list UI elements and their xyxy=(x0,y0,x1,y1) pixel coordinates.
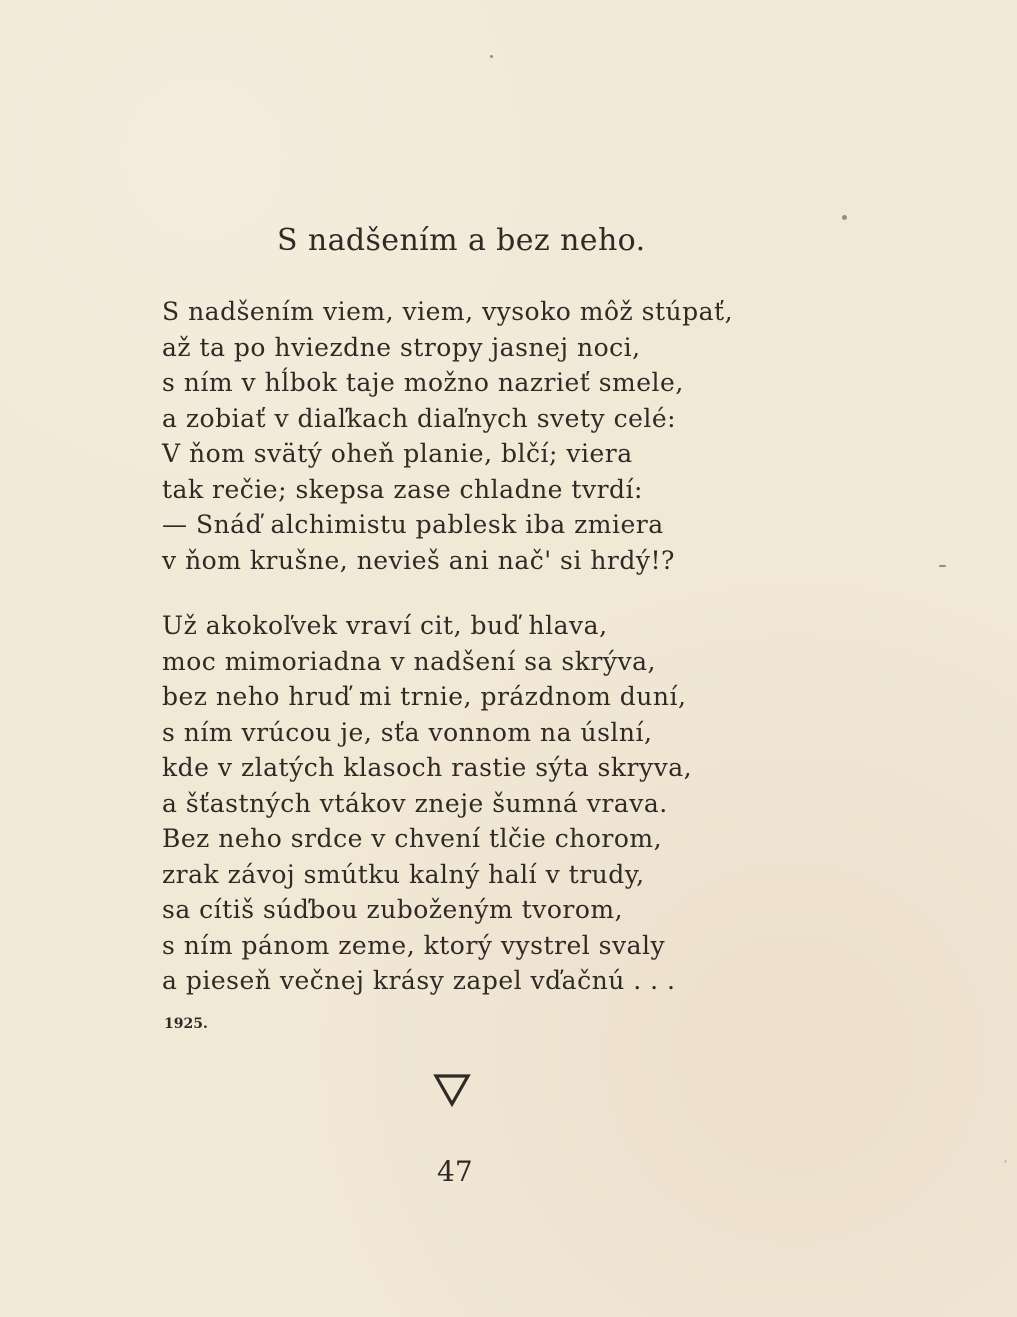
poem-line: a šťastných vtákov zneje šumná vrava. xyxy=(162,788,668,818)
paper-speck xyxy=(939,565,946,567)
poem-line: zrak závoj smútku kalný halí v trudy, xyxy=(162,859,645,889)
poem-line: v ňom krušne, nevieš ani nač' si hrdý!? xyxy=(162,545,675,575)
poem-line: a zobiať v diaľkach diaľnych svety celé: xyxy=(162,403,677,433)
poem-line: — Snáď alchimistu pablesk iba zmiera xyxy=(162,510,664,539)
poem-line: V ňom svätý oheň planie, blčí; viera xyxy=(162,439,633,468)
poem-line: s ním v hĺbok taje možno nazrieť smele, xyxy=(162,368,684,397)
stanza-2 xyxy=(162,608,692,999)
poem-line: bez neho hruď mi trnie, prázdnom duní, xyxy=(162,682,687,711)
poem-line: až ta po hviezdne stropy jasnej noci, xyxy=(162,332,641,362)
poem-line: kde v zlatých klasoch rastie sýta skryva, xyxy=(162,753,693,782)
poem-line: Bez neho srdce v chvení tlčie chorom, xyxy=(162,824,663,853)
poem-line: moc mimoriadna v nadšení sa skrýva, xyxy=(162,646,656,676)
poem-line: S nadšením viem, viem, vysoko môž stúpať, xyxy=(162,297,734,326)
poem-line: tak rečie; skepsa zase chladne tvrdí: xyxy=(162,474,643,504)
poem-line: a pieseň večnej krásy zapel vďačnú . . . xyxy=(162,966,676,995)
paper-speck xyxy=(1004,1160,1007,1163)
poem-title: S nadšením a bez neho. xyxy=(277,223,646,258)
poem-line: s ním vrúcou je, sťa vonnom na úslní, xyxy=(162,717,653,747)
poem-line: Už akokoľvek vraví cit, buď hlava, xyxy=(162,611,608,640)
paper-speck xyxy=(842,215,847,220)
stanza-1 xyxy=(162,294,733,578)
page-number: 47 xyxy=(437,1155,473,1188)
poem-date: 1925. xyxy=(164,1016,208,1032)
poem-line: sa cítiš súďbou zuboženým tvorom, xyxy=(162,895,624,924)
poem-line: s ním pánom zeme, ktorý vystrel svaly xyxy=(162,930,666,960)
triangle-down-icon xyxy=(433,1073,471,1107)
paper-speck xyxy=(490,55,493,58)
